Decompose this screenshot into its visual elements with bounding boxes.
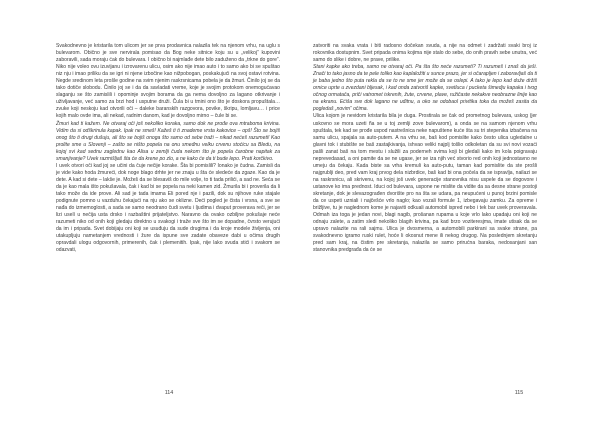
right-paragraph-2-italic: Stani kapke ako treba, samo ne otvaraj oči. Pa šta što neće razumeti? Ti razumeš i znaš da ješi. Znači to tako jasno da te pele toliko kao kaplaložiti u sunce prazo, jer si očarapljen i zaboravlјaš da ti je baba jedno što puta rekla da se to ne sme jer može da se oslepi. A tako je lepo kad duže držiš ornice uprte u zvezdani bljesak, i kad onda zatvoriš kapke, svetluca i pucketa šimedju kapaka i tvog očnog ormatača, priči vatromet iskrenih, žute, crvene, plave, ružičaste nekakve neobrazne linije kao na ekranu. Ećiša sve dok lagano ne uđitnu, a oko se odobaol privitika toka da možeš zasita da pogledaš „novim“ očima. (313, 64, 537, 113)
right-page (300, 0, 600, 423)
right-paragraph-3: Ulica kojom je nevidom kristarila bila je duga. Prostirala se čak od prometnog bulevara, uskog (jer uskovno se mora uzeti ña se u toj zemlji zove bulevarom), a onda se na samom njenom vrhu spuštala, tek kad se prođe uspod nastrešnica neke napuštene kuće šta su tri stepenika izbačena na samu ulicu, spajala sa auto-putem. A na vrhu se, baš kod pomislite kako često ulica ugledalne u glavni tok i stubište se baš zastajkivanja, ishvao veliki najplj tošlio odkoletan da su svi novi vozaći pašli zanat baš na tom mestu i služili za poderneh svima koji bi gledali kako im kola poigravaju neprevedasad, a oni pamite da se ne ugase, jer se iza njih već stvorio red onih koji jednostavno ne umeju da čekaju. Kada biste sa vrha kremuli ka auto-putu, taman kad pomislite da ste prošli najgrublji deo, pred vam kraj prvog dela nizbrdice, baš kad bi ona počela da se ispravlja, nailazi se na raskrsnicu, ali skrivenu, na kojoj još uvek generacije stanovnika nisu uspele da se dogovore i ustanove ko ima prednost. Iduci od bulevara, uspone ne mislite da vidite da sa desne strane postoji skretanje, dok je slevazograđen dvorište pro na šta se udara, pa neupućeni u punoj brzini pomisle da ce uspeti uzniali i najčešće vrlo naglo; kao vozali formule 1, izbegavaju zamku. Za opreme i brižljive, tu je naglednom kome je najaviti odkuali automobil ispred nebo i tek bar uvek proveravala. Odmah iza toga je jedan novi, blagi nagib, prošanan rupama u koje vrlo lako upadaju oni koji ne odnaju zalete, a zatim sledi nekoliko blagih krivina, pa kad brzo voziteresjma, imate utisak da se upravo nalazite na rali sajmu. Ulica je dvosmerna, a automobili parkirani sa svake strane, pa svakodnevno igramo ruski rulet, hoće li okosnut mene ili nekog drugog. Na poslednjem skretanju pred sam kraj, na čistim pre skretanja, nalazila se samo prirućna baraka, nedosanjani san stanovnika predgrađa da će se (313, 113, 537, 254)
right-text-column (313, 43, 537, 254)
left-paragraph-3: I uvek otvori oči kad joj se učini da čuje nečije korake. Šta bi pomislili? Ionako je čudna. Zamisli da je vide kako hoda žmureći, dok noge blago drhte jer ne znaju u šta će sledeće da zgaze. Kao da je dete. A kad si dete – lakše je. Možeš da se blesaviš do mile volje, to ti tada prilići, a sad ne. Seća se da je kao mala išto pokušavala, čak i kad bi se popela na neki kamen zid. Žmurila bi i proverila da li tako može da ide prove. Ali sad je tada imama Eli pored nje i pazili, dok su njihove ruke stajale podignute pomno u vazduhu čekajući na nju ako se okliznе. Deći pogled je čista i vrsna, a sve se nađa do izmemoglosti, a sada se samo neodrano čudi svetu i ljudima i dvaput proverava reči, jer se lizi uselí u nečija usta drsko i razbaštini prijateljstvo. Naravno da ovako ozbiljne pokušaje neće razumeti niko od onih koji gledaju direktno u svakogi i traže sve što im se dopadne, čvrsto verujući da im i pripada. Svet dobijaju oni koji se usuđuju da sude drugima i da kroje modele življenja, oni utakupljuju nametanjem vrednosti i žure da ispune sve zadate obaveze dabi u očima drugih opravdali ulogu odgovornih, primerenih, čak i plemenitih. Ipak, nije lako svuda stići i svakom se odazvati, (56, 162, 280, 254)
left-page-number: 114 (164, 390, 174, 396)
right-page-number: 115 (514, 390, 524, 396)
left-paragraph-2-italic: Žmuri kad ti kažem. Ne otvaraj oči još nekoliko koraka, samo dok ne prođe ova mtraboma krivina. Vidim da si odškrinula kapak. Ipak ne smeš! Kažeš ti ti znademe vrsta kakovice – opš! Što se bojiš onog što ti drugi dušuju, ali što se bojiš onoga što samo od sebe traži – nikad nećeš razumeti! Kao prolite sme u Slovenji – zašto se ništo popela na onu smeđnu velku crvenu stoćicu sa Bledu, na kojoj svi kad sednu zaglednu kao Alisa u zemlji čuda nekom što je popela čarobne napitak za smanjivanje? Uvek razmišljaš šta će da krene po zlo, a ne kako će da ti bude lepo. Prati korčkivo. (56, 120, 280, 162)
left-paragraph-1: Svakodnevno je kristarila tom ulicom jer se prva prodavnica nalazila tek na njenom vrhu, na uglu s bulevarom. Obično je sve nervirala pomisao da Bog neke sitnice koju su u „velikoj“ kupovini zaboravili, sada moraju ćak do bulevara. I obično bi najmlađe dete bilo zaduženo da „trkne do gore“. Niko nije voleo ovu izuvijanu i izrovarenu ulicu, osim ako nije imao auto i to samo ako bi se spuštao niz nju i imao priliku da se igri ni njene izbočine kao nižpobogan, poskakujući na svoj ostavi rotvina. Negde sredinom leta prošle godine na svim njenim raskrsnicama pobela je da žmuri. Činilo joj se da tako dotiče slobodu. Činilo joj se i da da savladati vreme, koje je svojim protokom onemogućavao slaganju se što zamislili i opominje svojim borama da ga nema dovoljno za lagano otkrivanje i uživljavanje, već samo za brzi hod i usputne druži. Čula bi u tmini ono što je doskora propuštala… zvuke koji neskoju kad otvorili oči – daleke baranskih razgovora, povike, škripu, lomljavu… i price kojih malo ovde ima, ali nekad, radnim danom, kad je dovoljno mirno – čule bi se. (56, 43, 280, 120)
left-text-column (56, 43, 280, 254)
right-paragraph-1: zatvoriti na svaka vrata i biti radosno dočekan svuda, a nije na odmet i zadržati svaki broj iz rokovnika dostupnim. Svet pripada onima kojima nije stalo do sebe, do onih pravih sebe unutra, već samo do slike i dobre, ne prave, prilike. (313, 43, 537, 64)
